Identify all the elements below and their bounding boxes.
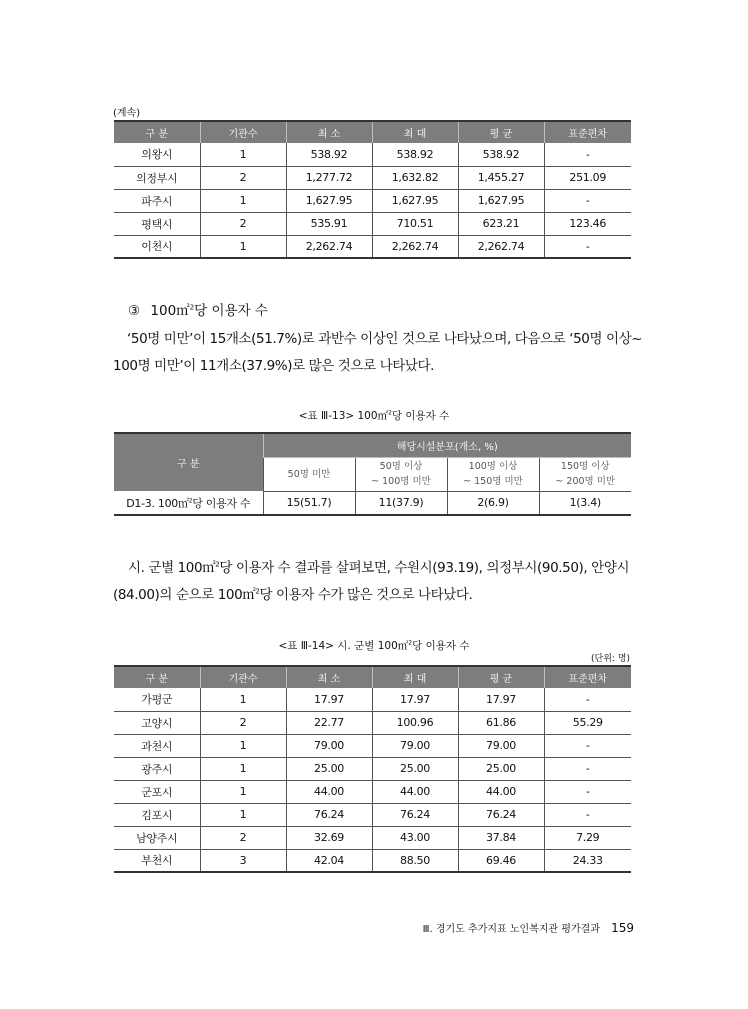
cell-min: 1,277.72 (286, 166, 372, 189)
cell-stddev: - (544, 780, 631, 803)
subheader-line-2: ~ 100명 미만 (371, 476, 431, 487)
subheader-line-1: 50명 미만 (287, 468, 331, 480)
cell-stddev: - (544, 688, 631, 711)
cell-min: 79.00 (286, 734, 372, 757)
cell-stddev: - (544, 734, 631, 757)
cell-category: 의정부시 (114, 166, 200, 189)
cell-mean: 61.86 (458, 711, 544, 734)
header-category: 구 분 (114, 433, 263, 491)
table-3-caption: <표 Ⅲ-14> 시. 군별 100㎡$^2$당 이용자 수 (278, 639, 470, 652)
cell-category: 광주시 (114, 757, 200, 780)
cell-max: 88.50 (372, 849, 458, 872)
cell-max: 100.96 (372, 711, 458, 734)
cell-min: 42.04 (286, 849, 372, 872)
cell-category: 가평군 (114, 688, 200, 711)
cell-mean: 1,627.95 (458, 189, 544, 212)
cell-max: 76.24 (372, 803, 458, 826)
cell-mean: 69.46 (458, 849, 544, 872)
table-row (114, 143, 631, 166)
subheader-line-1: 100명 이상 (468, 461, 518, 472)
cell-stddev: 7.29 (544, 826, 631, 849)
continued-label: (계속) (113, 108, 141, 119)
table-row (114, 757, 631, 780)
cell-max: 1,632.82 (372, 166, 458, 189)
cell-max: 25.00 (372, 757, 458, 780)
header-category: 구 분 (114, 121, 200, 143)
table-row (114, 166, 631, 189)
cell-count: 1 (200, 235, 286, 258)
header-distribution: 해당시설분포(개소, %) (263, 433, 631, 457)
cell-mean: 2,262.74 (458, 235, 544, 258)
cell-min: 76.24 (286, 803, 372, 826)
cell-stddev: - (544, 143, 631, 166)
cell-stddev: 251.09 (544, 166, 631, 189)
cell-mean: 623.21 (458, 212, 544, 235)
cell-max: 79.00 (372, 734, 458, 757)
cell-category: 김포시 (114, 803, 200, 826)
table-row (114, 849, 631, 872)
subheader-range-0 (263, 457, 355, 491)
cell-stddev: 55.29 (544, 711, 631, 734)
cell-mean: 1,455.27 (458, 166, 544, 189)
cell-count: 1 (200, 780, 286, 803)
header-category: 구 분 (114, 666, 200, 688)
section-heading (128, 299, 268, 319)
cell-min: 25.00 (286, 757, 372, 780)
cell-count: 1 (200, 143, 286, 166)
cell-count: 3 (200, 849, 286, 872)
unit-label: (단위: 명) (591, 654, 630, 664)
table-row (114, 803, 631, 826)
cell-mean: 17.97 (458, 688, 544, 711)
cell-max: 17.97 (372, 688, 458, 711)
header-min: 최 소 (286, 666, 372, 688)
cell-category: 파주시 (114, 189, 200, 212)
table-2-caption: <표 Ⅲ-13> 100㎡$^2$당 이용자 수 (298, 409, 450, 422)
header-max: 최 대 (372, 666, 458, 688)
header-mean: 평 균 (458, 666, 544, 688)
table-row (114, 734, 631, 757)
table-header-row (114, 666, 631, 688)
paragraph-2-line-2: (84.00)의 순으로 100㎡$^2$당 이용자 수가 많은 것으로 나타났다. (113, 587, 473, 603)
subheader-range-2 (447, 457, 539, 491)
cell-min: 535.91 (286, 212, 372, 235)
cell-min: 32.69 (286, 826, 372, 849)
cell-min: 44.00 (286, 780, 372, 803)
cell-category: 부천시 (114, 849, 200, 872)
cell-min: 1,627.95 (286, 189, 372, 212)
value-100-150: 2(6.9) (447, 491, 539, 515)
page-footer (423, 917, 634, 936)
cell-mean: 538.92 (458, 143, 544, 166)
table-header-row (114, 121, 631, 143)
header-mean: 평 균 (458, 121, 544, 143)
cell-category: 남양주시 (114, 826, 200, 849)
cell-category: 평택시 (114, 212, 200, 235)
header-count: 기관수 (200, 666, 286, 688)
cell-count: 2 (200, 166, 286, 189)
cell-stddev: - (544, 803, 631, 826)
cell-count: 2 (200, 711, 286, 734)
value-under-50: 15(51.7) (263, 491, 355, 515)
subheader-range-3 (539, 457, 631, 491)
cell-category: 군포시 (114, 780, 200, 803)
subheader-line-2: ~ 150명 미만 (463, 476, 523, 487)
cell-max: 43.00 (372, 826, 458, 849)
cell-category: 과천시 (114, 734, 200, 757)
header-stddev: 표준편차 (544, 666, 631, 688)
header-max: 최 대 (372, 121, 458, 143)
table-row (114, 212, 631, 235)
cell-stddev: 123.46 (544, 212, 631, 235)
cell-count: 1 (200, 803, 286, 826)
table-city-usage (114, 665, 631, 873)
cell-category: 이천시 (114, 235, 200, 258)
cell-count: 1 (200, 688, 286, 711)
cell-min: 538.92 (286, 143, 372, 166)
page-number: 159 (611, 921, 634, 935)
cell-count: 1 (200, 189, 286, 212)
cell-mean: 37.84 (458, 826, 544, 849)
cell-stddev: 24.33 (544, 849, 631, 872)
row-label: D1-3. 100㎡$^2$당 이용자 수 (126, 496, 251, 510)
subheader-line-1: 150명 이상 (560, 461, 610, 472)
header-min: 최 소 (286, 121, 372, 143)
value-150-200: 1(3.4) (539, 491, 631, 515)
cell-mean: 76.24 (458, 803, 544, 826)
cell-min: 17.97 (286, 688, 372, 711)
paragraph-1-line-1: ‘50명 미만’이 15개소(51.7%)로 과반수 이상인 것으로 나타났으며, 다음으로 ‘50명 이상~ (127, 331, 643, 347)
header-count: 기관수 (200, 121, 286, 143)
table-row (114, 189, 631, 212)
cell-count: 1 (200, 757, 286, 780)
table-continued-usage (114, 120, 631, 259)
cell-min: 2,262.74 (286, 235, 372, 258)
table-row (114, 711, 631, 734)
table-usage-distribution (114, 432, 631, 516)
table-row (114, 235, 631, 258)
cell-stddev: - (544, 189, 631, 212)
cell-max: 538.92 (372, 143, 458, 166)
cell-min: 22.77 (286, 711, 372, 734)
value-50-100: 11(37.9) (355, 491, 447, 515)
cell-max: 44.00 (372, 780, 458, 803)
cell-mean: 25.00 (458, 757, 544, 780)
section-number: ③ (128, 303, 141, 319)
cell-max: 2,262.74 (372, 235, 458, 258)
table-row (114, 491, 631, 515)
cell-category: 고양시 (114, 711, 200, 734)
cell-max: 710.51 (372, 212, 458, 235)
header-stddev: 표준편차 (544, 121, 631, 143)
cell-category: 의왕시 (114, 143, 200, 166)
subheader-range-1 (355, 457, 447, 491)
table-row (114, 826, 631, 849)
chapter-title: Ⅲ. 경기도 추가지표 노인복지관 평가결과 (422, 924, 600, 935)
subheader-line-1: 50명 이상 (379, 461, 423, 472)
section-title: 100㎡$^2$당 이용자 수 (150, 303, 268, 319)
paragraph-1-line-2: 100명 미만’이 11개소(37.9%)로 많은 것으로 나타났다. (113, 358, 435, 374)
table-row (114, 688, 631, 711)
paragraph-2-line-1: 시. 군별 100㎡$^2$당 이용자 수 결과를 살펴보면, 수원시(93.19), 의정부시(90.50), 안양시 (128, 560, 630, 576)
cell-stddev: - (544, 757, 631, 780)
cell-count: 2 (200, 212, 286, 235)
subheader-line-2: ~ 200명 미만 (555, 476, 616, 487)
table-row (114, 780, 631, 803)
cell-max: 1,627.95 (372, 189, 458, 212)
cell-mean: 79.00 (458, 734, 544, 757)
cell-mean: 44.00 (458, 780, 544, 803)
cell-count: 2 (200, 826, 286, 849)
cell-count: 1 (200, 734, 286, 757)
cell-stddev: - (544, 235, 631, 258)
